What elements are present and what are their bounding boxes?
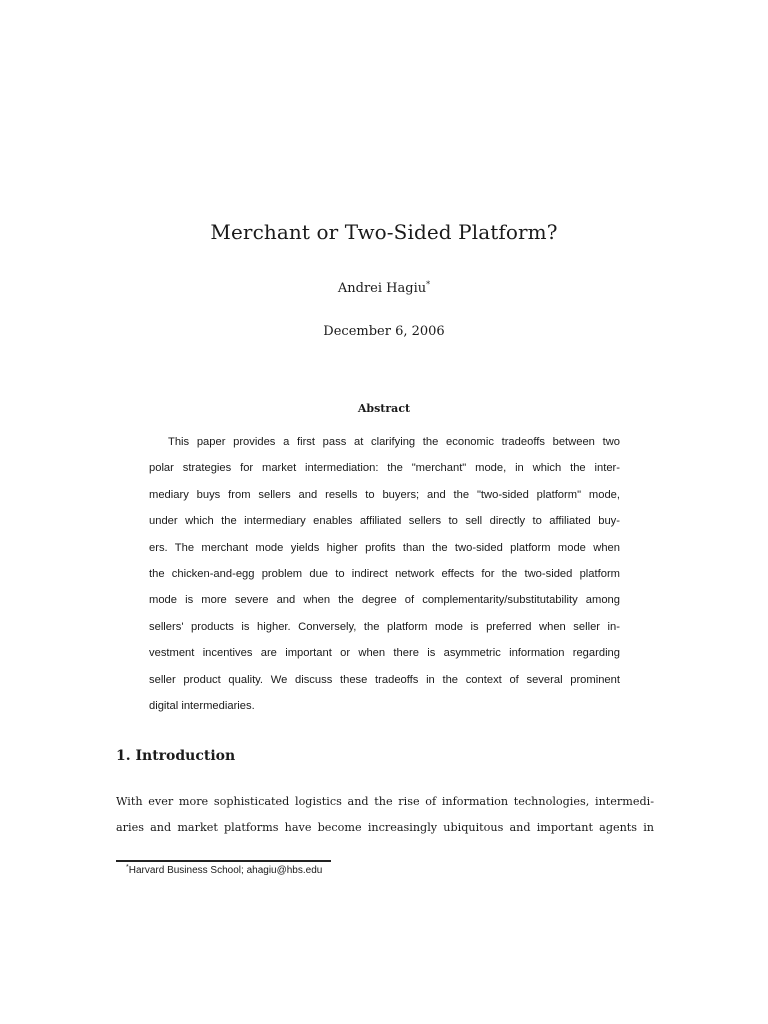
introduction-body bbox=[116, 790, 654, 842]
abstract-line: sellers' products is higher. Conversely, the platform mode is preferred when seller in- bbox=[149, 620, 620, 633]
paper-title: Merchant or Two-Sided Platform? bbox=[210, 220, 558, 244]
introduction-line: With ever more sophisticated logistics and the rise of information technologies, intermedi- bbox=[116, 795, 654, 808]
abstract-line: mode is more severe and when the degree of complementarity/substitutability among bbox=[149, 594, 620, 607]
abstract-line: under which the intermediary enables affiliated sellers to sell directly to affiliated buy- bbox=[149, 515, 620, 528]
introduction-line: aries and market platforms have become increasingly ubiquitous and important agents in bbox=[116, 821, 654, 834]
footnote bbox=[126, 864, 322, 876]
footnote-mark: * bbox=[126, 864, 129, 871]
section-heading-introduction: 1. Introduction bbox=[116, 748, 236, 764]
abstract-line: mediary buys from sellers and resells to buyers; and the "two-sided platform" mode, bbox=[149, 488, 620, 501]
abstract-line: seller product quality. We discuss these tradeoffs in the context of several prominent bbox=[149, 673, 620, 686]
abstract-heading: Abstract bbox=[357, 402, 411, 415]
footnote-rule bbox=[116, 860, 331, 862]
abstract-line: vestment incentives are important or when there is asymmetric information regarding bbox=[149, 647, 620, 660]
author-footnote-mark: * bbox=[426, 280, 431, 289]
abstract-line: This paper provides a first pass at clarifying the economic tradeoffs between two bbox=[168, 436, 620, 448]
abstract-body bbox=[149, 432, 620, 722]
footnote-text: Harvard Business School; ahagiu@hbs.edu bbox=[128, 865, 323, 876]
abstract-line: the chicken-and-egg problem due to indirect network effects for the two-sided platform bbox=[149, 567, 620, 580]
author-name: Andrei Hagiu bbox=[337, 281, 427, 296]
abstract-line: digital intermediaries. bbox=[149, 699, 255, 712]
abstract-line: polar strategies for market intermediation: the "merchant" mode, in which the inter- bbox=[149, 462, 620, 475]
abstract-line: ers. The merchant mode yields higher profits than the two-sided platform mode when bbox=[149, 541, 620, 554]
author-line bbox=[0, 280, 768, 296]
paper-date: December 6, 2006 bbox=[323, 324, 445, 339]
